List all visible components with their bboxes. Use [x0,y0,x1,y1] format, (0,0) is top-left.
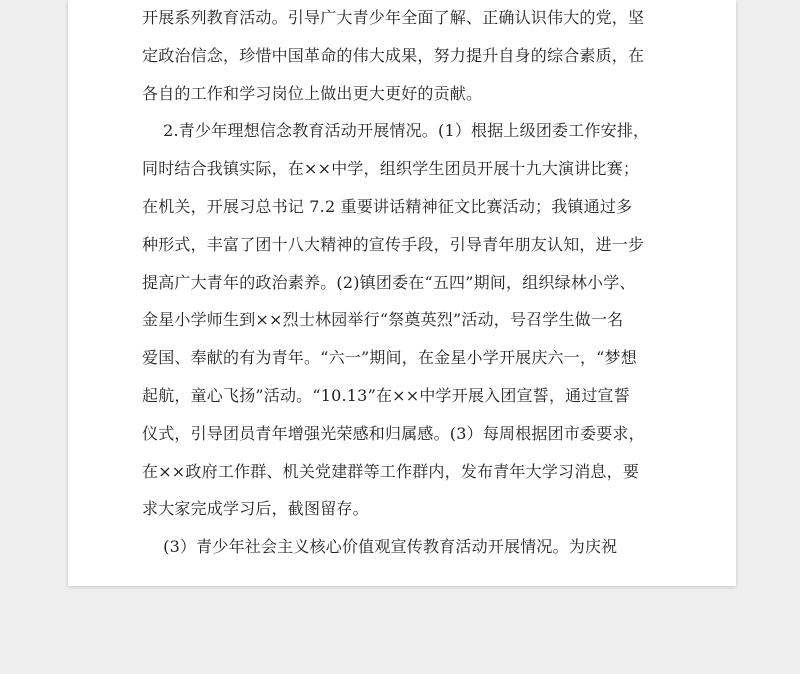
text-line: 开展系列教育活动。引导广大青少年全面了解、正确认识伟大的党，坚 [142,8,645,27]
text-line: 爱国、奉献的有为青年。“六一”期间，在金星小学开展庆六一，“梦想 [142,348,637,368]
text-line: 起航，童心飞扬”活动。“10.13”在××中学开展入团宣誓，通过宣誓 [142,385,630,405]
document-body [142,0,662,566]
text-line: 在××政府工作群、机关党建群等工作群内，发布青年大学习消息，要 [142,461,640,481]
text-line: 金星小学师生到××烈士林园举行“祭奠英烈”活动，号召学生做一名 [142,310,624,330]
text-line: 定政治信念，珍惜中国革命的伟大成果，努力提升自身的综合素质，在 [142,45,645,65]
document-page [68,0,736,586]
text-line: 种形式，丰富了团十八大精神的宣传手段，引导青年朋友认知，进一步 [142,234,645,254]
text-line: 同时结合我镇实际，在××中学，组织学生团员开展十九大演讲比赛； [142,159,640,179]
text-line: 各自的工作和学习岗位上做出更大更好的贡献。 [142,83,483,103]
text-line: 在机关，开展习总书记 7.2 重要讲话精神征文比赛活动；我镇通过多 [142,196,633,216]
text-line: 仪式，引导团员青年增强光荣感和归属感。(3）每周根据团市委要求， [142,423,645,443]
text-line: (3）青少年社会主义核心价值观宣传教育活动开展情况。为庆祝 [142,537,618,557]
text-line: 2.青少年理想信念教育活动开展情况。(1）根据上级团委工作安排， [142,121,650,141]
text-line: 提高广大青年的政治素养。(2)镇团委在“五四”期间，组织绿林小学、 [142,272,636,292]
text-line: 求大家完成学习后，截图留存。 [142,499,369,519]
